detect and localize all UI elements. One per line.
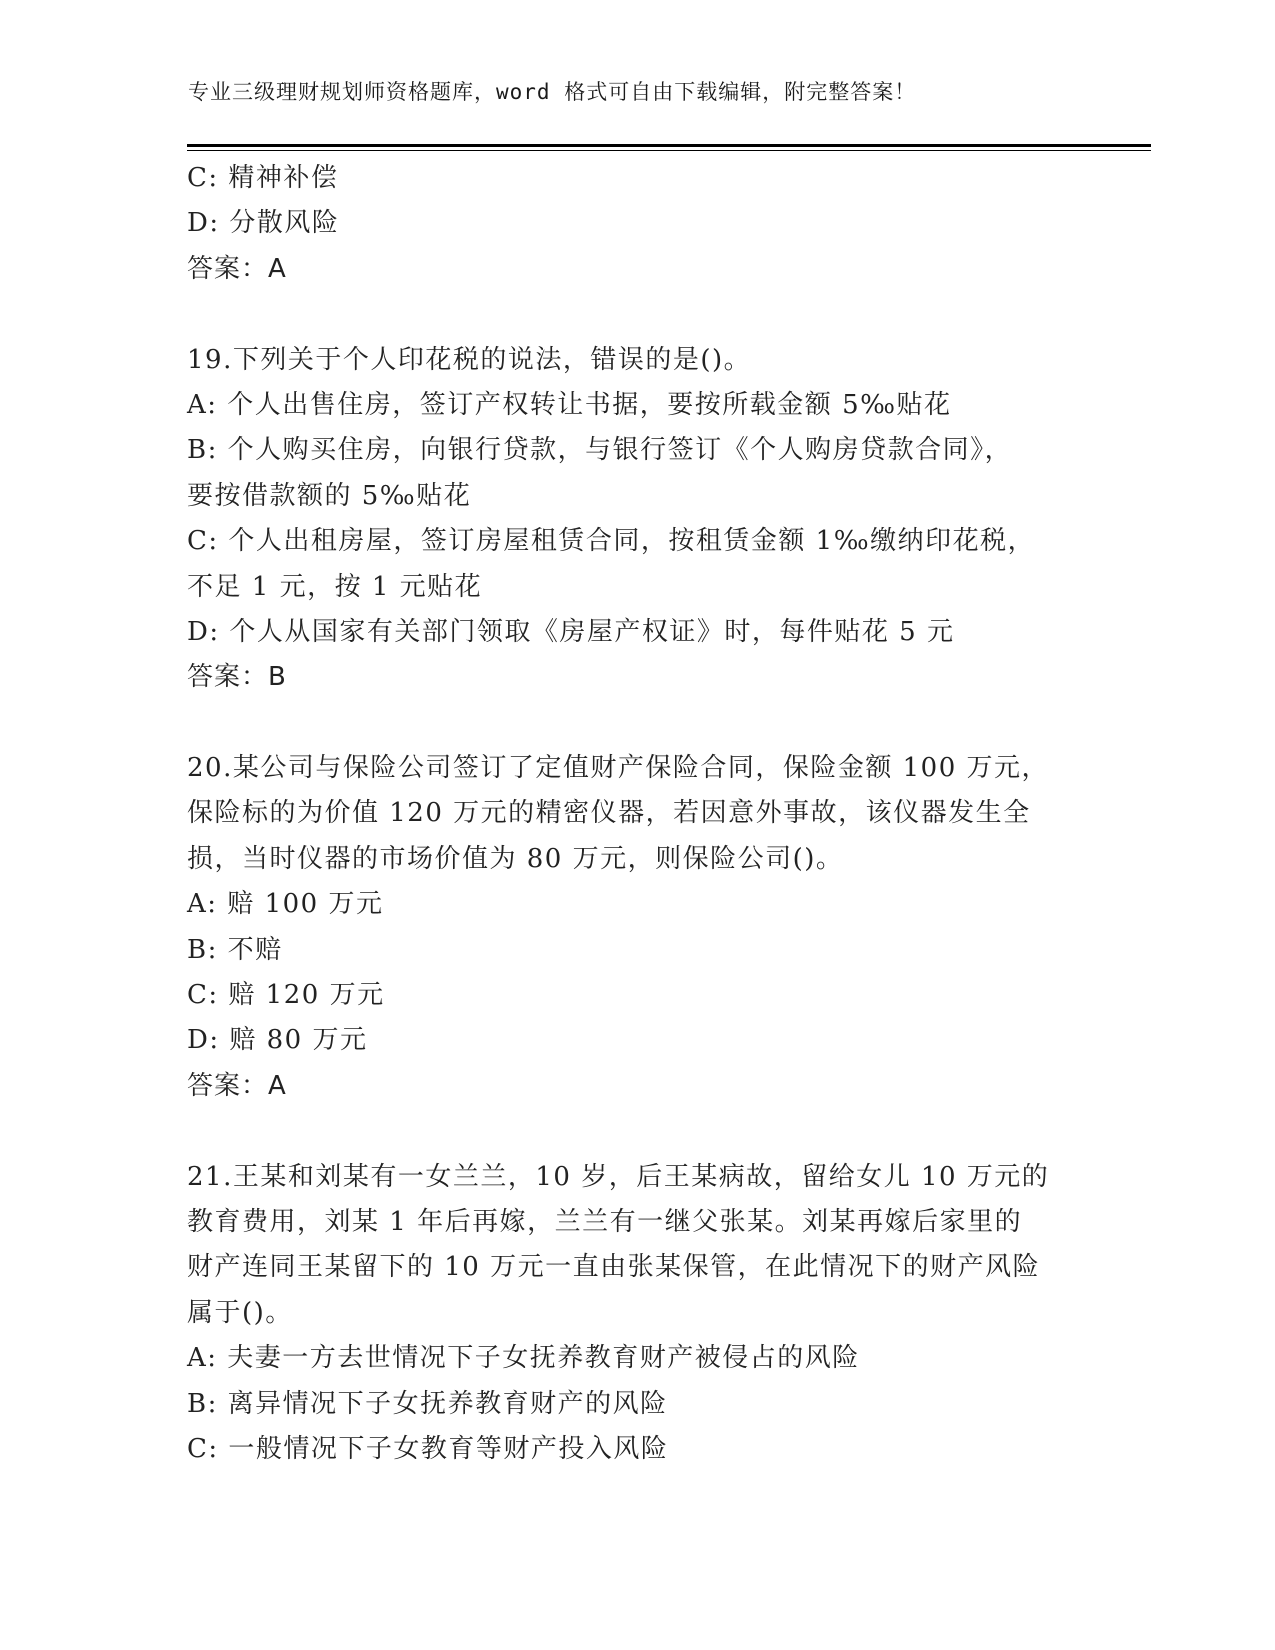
question-21-stem-continued: 属于()。 bbox=[187, 1297, 293, 1328]
option-c-continued: 不足 1 元，按 1 元贴花 bbox=[187, 571, 483, 602]
option-a: A: 夫妻一方去世情况下子女抚养教育财产被侵占的风险 bbox=[187, 1343, 860, 1374]
question-21-stem: 21.王某和刘某有一女兰兰，10 岁，后王某病故，留给女儿 10 万元的 bbox=[187, 1161, 1050, 1192]
page-header: 专业三级理财规划师资格题库，word 格式可自由下载编辑，附完整答案！ bbox=[188, 80, 917, 104]
question-20-stem: 20.某公司与保险公司签订了定值财产保险合同，保险金额 100 万元， bbox=[187, 753, 1050, 784]
option-c: C: 个人出租房屋，签订房屋租赁合同，按租赁金额 1‰缴纳印花税， bbox=[187, 526, 1036, 557]
option-a: A: 赔 100 万元 bbox=[187, 889, 384, 920]
question-21-stem-continued: 教育费用，刘某 1 年后再嫁，兰兰有一继父张某。刘某再嫁后家里的 bbox=[187, 1206, 1023, 1237]
option-c: C: 赔 120 万元 bbox=[187, 980, 385, 1011]
spacer bbox=[187, 1109, 1087, 1154]
option-c: C: 一般情况下子女教育等财产投入风险 bbox=[187, 1433, 669, 1464]
header-rule-thin bbox=[187, 150, 1151, 151]
option-b: B: 不赔 bbox=[187, 934, 283, 965]
header-rule-thick bbox=[187, 144, 1151, 147]
answer-line: 答案：A bbox=[187, 253, 287, 284]
question-20-stem-continued: 损，当时仪器的市场价值为 80 万元，则保险公司()。 bbox=[187, 843, 844, 874]
answer-line: 答案：A bbox=[187, 1070, 287, 1101]
question-20-stem-continued: 保险标的为价值 120 万元的精密仪器，若因意外事故，该仪器发生全 bbox=[187, 798, 1031, 829]
document-body bbox=[187, 156, 1087, 1472]
spacer bbox=[187, 701, 1087, 746]
option-b: B: 离异情况下子女抚养教育财产的风险 bbox=[187, 1388, 668, 1419]
option-a: A: 个人出售住房，签订产权转让书据，要按所载金额 5‰贴花 bbox=[187, 389, 952, 420]
question-19-stem: 19.下列关于个人印花税的说法，错误的是()。 bbox=[187, 344, 752, 375]
spacer bbox=[187, 292, 1087, 337]
option-b-continued: 要按借款额的 5‰贴花 bbox=[187, 480, 472, 511]
question-21-stem-continued: 财产连同王某留下的 10 万元一直由张某保管，在此情况下的财产风险 bbox=[187, 1252, 1041, 1283]
option-d: D: 分散风险 bbox=[187, 208, 340, 239]
answer-line: 答案：B bbox=[187, 662, 287, 693]
option-d: D: 赔 80 万元 bbox=[187, 1025, 368, 1056]
option-c: C: 精神补偿 bbox=[187, 163, 339, 193]
option-d: D: 个人从国家有关部门领取《房屋产权证》时，每件贴花 5 元 bbox=[187, 616, 955, 647]
option-b: B: 个人购买住房，向银行贷款，与银行签订《个人购房贷款合同》， bbox=[187, 435, 1013, 466]
